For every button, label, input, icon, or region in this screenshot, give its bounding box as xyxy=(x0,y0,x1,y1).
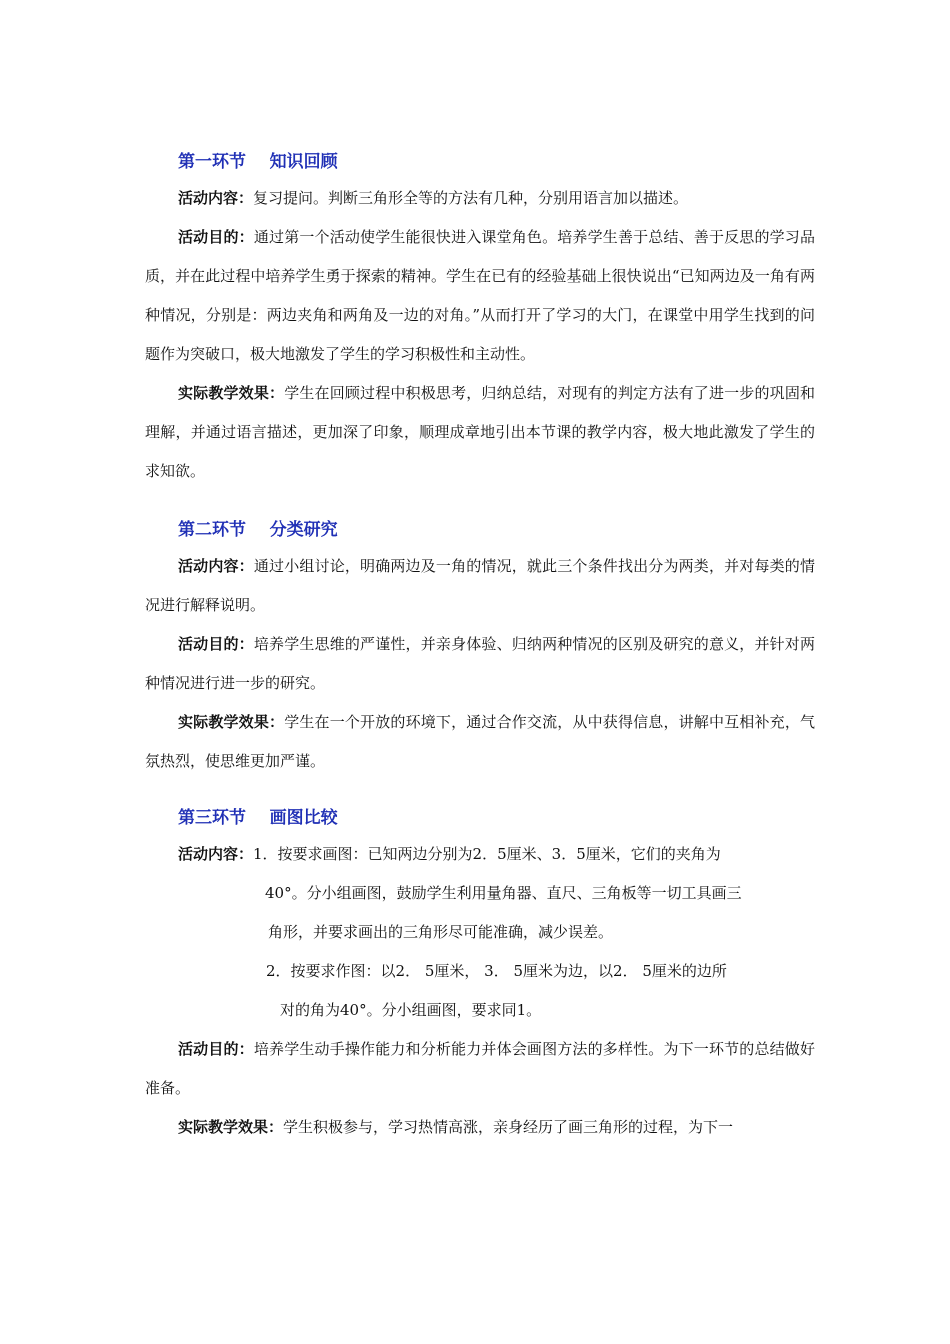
activity-content-2 xyxy=(145,547,815,625)
activity-purpose-2 xyxy=(145,625,815,703)
activity-content-label: 活动内容： xyxy=(178,557,254,575)
teaching-effect-text: 学生积极参与，学习热情高涨，亲身经历了画三角形的过程，为下一 xyxy=(283,1118,734,1136)
list-item-1-line-1: 1．按要求画图：已知两边分别为2．5厘米、3．5厘米，它们的夹角为 xyxy=(253,845,721,863)
section-title-3: 第三环节 画图比较 xyxy=(178,808,338,828)
activity-purpose-label: 活动目的： xyxy=(178,1040,254,1058)
list-item-1-line-2: 40°。分小组画图，鼓励学生利用量角器、直尺、三角板等一切工具画三 xyxy=(265,884,742,902)
list-item-2-line-2: 对的角为40°。分小组画图，要求同1。 xyxy=(280,1001,542,1019)
activity-purpose-text: 培养学生思维的严谨性，并亲身体验、归纳两种情况的区别及研究的意义，并针对两种情况进行进一步的研究。 xyxy=(145,635,815,692)
teaching-effect-1 xyxy=(145,374,815,491)
list-item-1-line-3: 角形，并要求画出的三角形尽可能准确，减少误差。 xyxy=(268,923,614,941)
teaching-effect-label: 实际教学效果： xyxy=(178,1118,284,1136)
teaching-effect-2 xyxy=(145,703,815,781)
teaching-effect-3 xyxy=(145,1108,815,1147)
activity-content-label: 活动内容： xyxy=(178,189,254,207)
activity-content-1 xyxy=(145,179,815,218)
activity-content-label: 活动内容： xyxy=(178,845,254,863)
activity-purpose-label: 活动目的： xyxy=(178,228,254,246)
activity-purpose-1 xyxy=(145,218,815,374)
list-item-2-line-1: 2．按要求作图：以2． 5厘米， 3． 5厘米为边，以2． 5厘米的边所 xyxy=(266,962,727,980)
activity-content-text: 通过小组讨论，明确两边及一角的情况，就此三个条件找出分为两类，并对每类的情况进行解释说明。 xyxy=(145,557,815,614)
activity-content-text: 复习提问。判断三角形全等的方法有几种，分别用语言加以描述。 xyxy=(253,189,689,207)
teaching-effect-label: 实际教学效果： xyxy=(178,384,285,402)
activity-purpose-text: 通过第一个活动使学生能很快进入课堂角色。培养学生善于总结、善于反思的学习品质，并在此过程中培养学生勇于探索的精神。学生在已有的经验基础上很快说出“已知两边及一角有两种情况，分别是：两边夹角和两角及一边的对角。”从而打开了学习的大门，在课堂中用学生找到的问题作为突破口，极大地激发了学生的学习积极性和主动性。 xyxy=(145,228,815,363)
teaching-effect-text: 学生在一个开放的环境下，通过合作交流，从中获得信息，讲解中互相补充，气氛热烈，使思维更加严谨。 xyxy=(145,713,815,770)
teaching-effect-label: 实际教学效果： xyxy=(178,713,285,731)
activity-purpose-label: 活动目的： xyxy=(178,635,254,653)
section-title-1: 第一环节 知识回顾 xyxy=(178,152,338,172)
section-title-2: 第二环节 分类研究 xyxy=(178,520,338,540)
activity-content-3 xyxy=(145,835,815,874)
activity-purpose-text: 培养学生动手操作能力和分析能力并体会画图方法的多样性。为下一环节的总结做好准备。 xyxy=(145,1040,815,1097)
document-body xyxy=(145,145,815,1147)
teaching-effect-text: 学生在回顾过程中积极思考，归纳总结，对现有的判定方法有了进一步的巩固和理解，并通过语言描述，更加深了印象，顺理成章地引出本节课的教学内容，极大地此激发了学生的求知欲。 xyxy=(145,384,815,480)
activity-purpose-3 xyxy=(145,1030,815,1108)
